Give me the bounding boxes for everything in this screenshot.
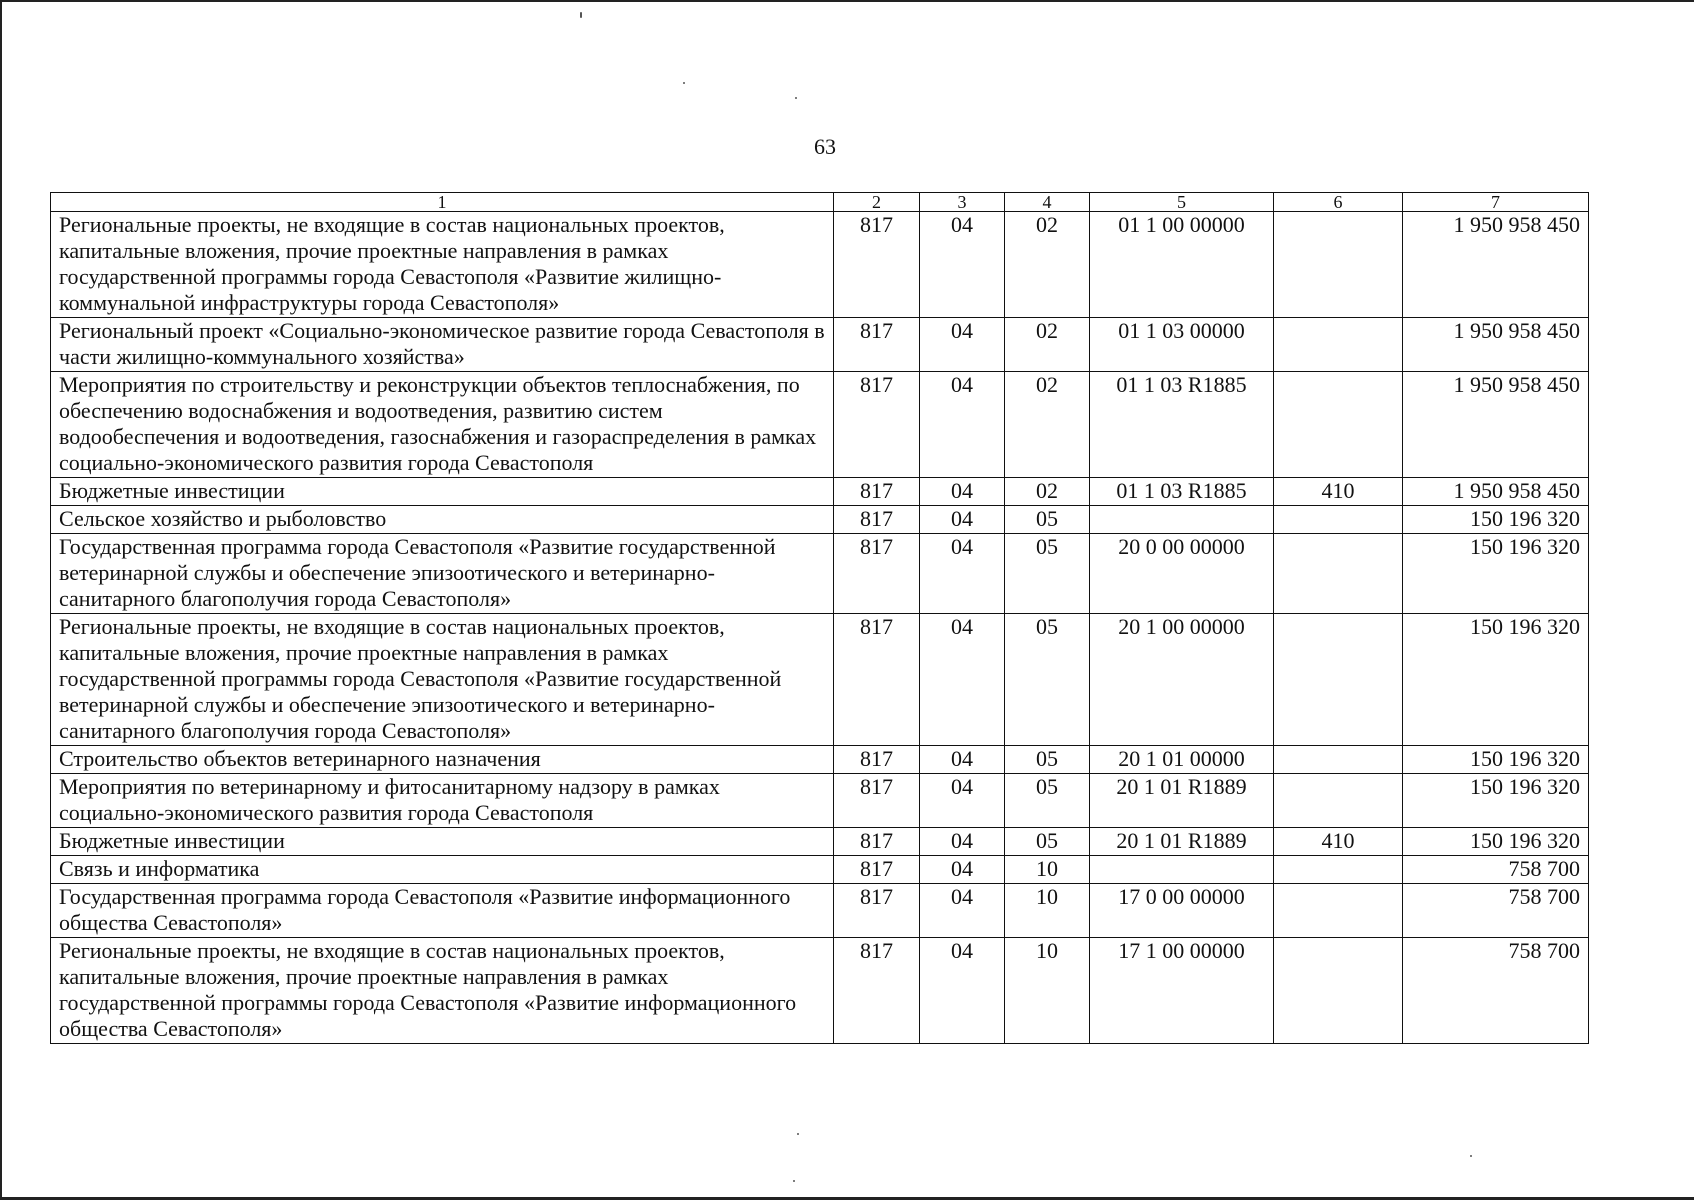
section-code: 04 xyxy=(920,884,1005,938)
grbs-code: 817 xyxy=(834,856,920,884)
item-name: Региональные проекты, не входящие в состав национальных проектов, капитальные вложения, прочие проектные направления в рамках государственной программы города Севастополя «Развитие информационного общества Севастополя» xyxy=(51,938,834,1044)
grbs-code: 817 xyxy=(834,212,920,318)
expense-type-code: 410 xyxy=(1274,478,1403,506)
subsection-code: 02 xyxy=(1005,212,1090,318)
target-article-code: 01 1 03 R1885 xyxy=(1090,478,1274,506)
target-article-code: 17 0 00 00000 xyxy=(1090,884,1274,938)
amount: 150 196 320 xyxy=(1403,828,1589,856)
amount: 1 950 958 450 xyxy=(1403,478,1589,506)
section-code: 04 xyxy=(920,746,1005,774)
expense-type-code xyxy=(1274,534,1403,614)
item-name: Мероприятия по ветеринарному и фитосанитарному надзору в рамках социально-экономического развития города Севастополя xyxy=(51,774,834,828)
item-name: Бюджетные инвестиции xyxy=(51,828,834,856)
amount: 150 196 320 xyxy=(1403,506,1589,534)
scan-speck xyxy=(580,12,582,18)
subsection-code: 10 xyxy=(1005,856,1090,884)
item-name: Региональные проекты, не входящие в состав национальных проектов, капитальные вложения, прочие проектные направления в рамках государственной программы города Севастополя «Развитие государственной ветеринарной службы и обеспечение эпизоотического и ветеринарно-санитарного благополучия города Севастополя» xyxy=(51,614,834,746)
column-number-row xyxy=(51,193,1589,212)
grbs-code: 817 xyxy=(834,828,920,856)
expense-type-code xyxy=(1274,506,1403,534)
budget-table xyxy=(50,192,1589,1044)
item-name: Государственная программа города Севастополя «Развитие информационного общества Севастополя» xyxy=(51,884,834,938)
section-code: 04 xyxy=(920,318,1005,372)
target-article-code: 01 1 03 00000 xyxy=(1090,318,1274,372)
amount: 758 700 xyxy=(1403,938,1589,1044)
expense-type-code xyxy=(1274,318,1403,372)
grbs-code: 817 xyxy=(834,534,920,614)
table-row xyxy=(51,614,1589,746)
subsection-code: 05 xyxy=(1005,828,1090,856)
section-code: 04 xyxy=(920,856,1005,884)
grbs-code: 817 xyxy=(834,774,920,828)
scan-speck xyxy=(795,97,797,99)
amount: 150 196 320 xyxy=(1403,614,1589,746)
table-row xyxy=(51,828,1589,856)
item-name: Государственная программа города Севастополя «Развитие государственной ветеринарной службы и обеспечение эпизоотического и ветеринарно-санитарного благополучия города Севастополя» xyxy=(51,534,834,614)
subsection-code: 10 xyxy=(1005,938,1090,1044)
section-code: 04 xyxy=(920,614,1005,746)
column-header: 7 xyxy=(1403,193,1589,212)
subsection-code: 05 xyxy=(1005,614,1090,746)
amount: 1 950 958 450 xyxy=(1403,212,1589,318)
grbs-code: 817 xyxy=(834,884,920,938)
target-article-code: 20 0 00 00000 xyxy=(1090,534,1274,614)
item-name: Региональный проект «Социально-экономическое развитие города Севастополя в части жилищно-коммунального хозяйства» xyxy=(51,318,834,372)
expense-type-code xyxy=(1274,212,1403,318)
item-name: Сельское хозяйство и рыболовство xyxy=(51,506,834,534)
table-row xyxy=(51,534,1589,614)
amount: 758 700 xyxy=(1403,856,1589,884)
scan-speck xyxy=(1470,1155,1472,1157)
section-code: 04 xyxy=(920,828,1005,856)
section-code: 04 xyxy=(920,534,1005,614)
subsection-code: 10 xyxy=(1005,884,1090,938)
grbs-code: 817 xyxy=(834,318,920,372)
section-code: 04 xyxy=(920,938,1005,1044)
amount: 1 950 958 450 xyxy=(1403,372,1589,478)
table-row xyxy=(51,746,1589,774)
target-article-code: 20 1 01 R1889 xyxy=(1090,828,1274,856)
target-article-code: 20 1 01 R1889 xyxy=(1090,774,1274,828)
target-article-code: 17 1 00 00000 xyxy=(1090,938,1274,1044)
column-header: 5 xyxy=(1090,193,1274,212)
item-name: Строительство объектов ветеринарного назначения xyxy=(51,746,834,774)
target-article-code xyxy=(1090,506,1274,534)
table-row xyxy=(51,478,1589,506)
section-code: 04 xyxy=(920,372,1005,478)
grbs-code: 817 xyxy=(834,938,920,1044)
column-header: 3 xyxy=(920,193,1005,212)
grbs-code: 817 xyxy=(834,372,920,478)
table-row xyxy=(51,212,1589,318)
subsection-code: 05 xyxy=(1005,746,1090,774)
table-row xyxy=(51,856,1589,884)
subsection-code: 02 xyxy=(1005,318,1090,372)
expense-type-code xyxy=(1274,938,1403,1044)
subsection-code: 02 xyxy=(1005,478,1090,506)
table-row xyxy=(51,938,1589,1044)
subsection-code: 05 xyxy=(1005,534,1090,614)
item-name: Мероприятия по строительству и реконструкции объектов теплоснабжения, по обеспечению водоснабжения и водоотведения, развитию систем водообеспечения и водоотведения, газоснабжения и газораспределения в рамках социально-экономического развития города Севастополя xyxy=(51,372,834,478)
target-article-code: 20 1 00 00000 xyxy=(1090,614,1274,746)
item-name: Региональные проекты, не входящие в состав национальных проектов, капитальные вложения, прочие проектные направления в рамках государственной программы города Севастополя «Развитие жилищно-коммунальной инфраструктуры города Севастополя» xyxy=(51,212,834,318)
item-name: Бюджетные инвестиции xyxy=(51,478,834,506)
subsection-code: 05 xyxy=(1005,506,1090,534)
section-code: 04 xyxy=(920,478,1005,506)
expense-type-code xyxy=(1274,614,1403,746)
target-article-code: 01 1 00 00000 xyxy=(1090,212,1274,318)
grbs-code: 817 xyxy=(834,478,920,506)
table-row xyxy=(51,774,1589,828)
expense-type-code xyxy=(1274,746,1403,774)
scan-speck xyxy=(683,82,685,84)
table-row xyxy=(51,506,1589,534)
expense-type-code xyxy=(1274,884,1403,938)
table-row xyxy=(51,372,1589,478)
column-header: 6 xyxy=(1274,193,1403,212)
scan-speck xyxy=(797,1133,799,1135)
expense-type-code xyxy=(1274,774,1403,828)
item-name: Связь и информатика xyxy=(51,856,834,884)
amount: 150 196 320 xyxy=(1403,534,1589,614)
target-article-code xyxy=(1090,856,1274,884)
table-row xyxy=(51,884,1589,938)
amount: 758 700 xyxy=(1403,884,1589,938)
expense-type-code xyxy=(1274,856,1403,884)
grbs-code: 817 xyxy=(834,506,920,534)
amount: 1 950 958 450 xyxy=(1403,318,1589,372)
column-header: 1 xyxy=(51,193,834,212)
grbs-code: 817 xyxy=(834,614,920,746)
column-header: 2 xyxy=(834,193,920,212)
subsection-code: 02 xyxy=(1005,372,1090,478)
expense-type-code: 410 xyxy=(1274,828,1403,856)
amount: 150 196 320 xyxy=(1403,774,1589,828)
target-article-code: 20 1 01 00000 xyxy=(1090,746,1274,774)
table-row xyxy=(51,318,1589,372)
scan-speck xyxy=(793,1180,795,1182)
page-number: 63 xyxy=(814,134,836,159)
column-header: 4 xyxy=(1005,193,1090,212)
section-code: 04 xyxy=(920,212,1005,318)
amount: 150 196 320 xyxy=(1403,746,1589,774)
grbs-code: 817 xyxy=(834,746,920,774)
section-code: 04 xyxy=(920,506,1005,534)
target-article-code: 01 1 03 R1885 xyxy=(1090,372,1274,478)
subsection-code: 05 xyxy=(1005,774,1090,828)
expense-type-code xyxy=(1274,372,1403,478)
section-code: 04 xyxy=(920,774,1005,828)
